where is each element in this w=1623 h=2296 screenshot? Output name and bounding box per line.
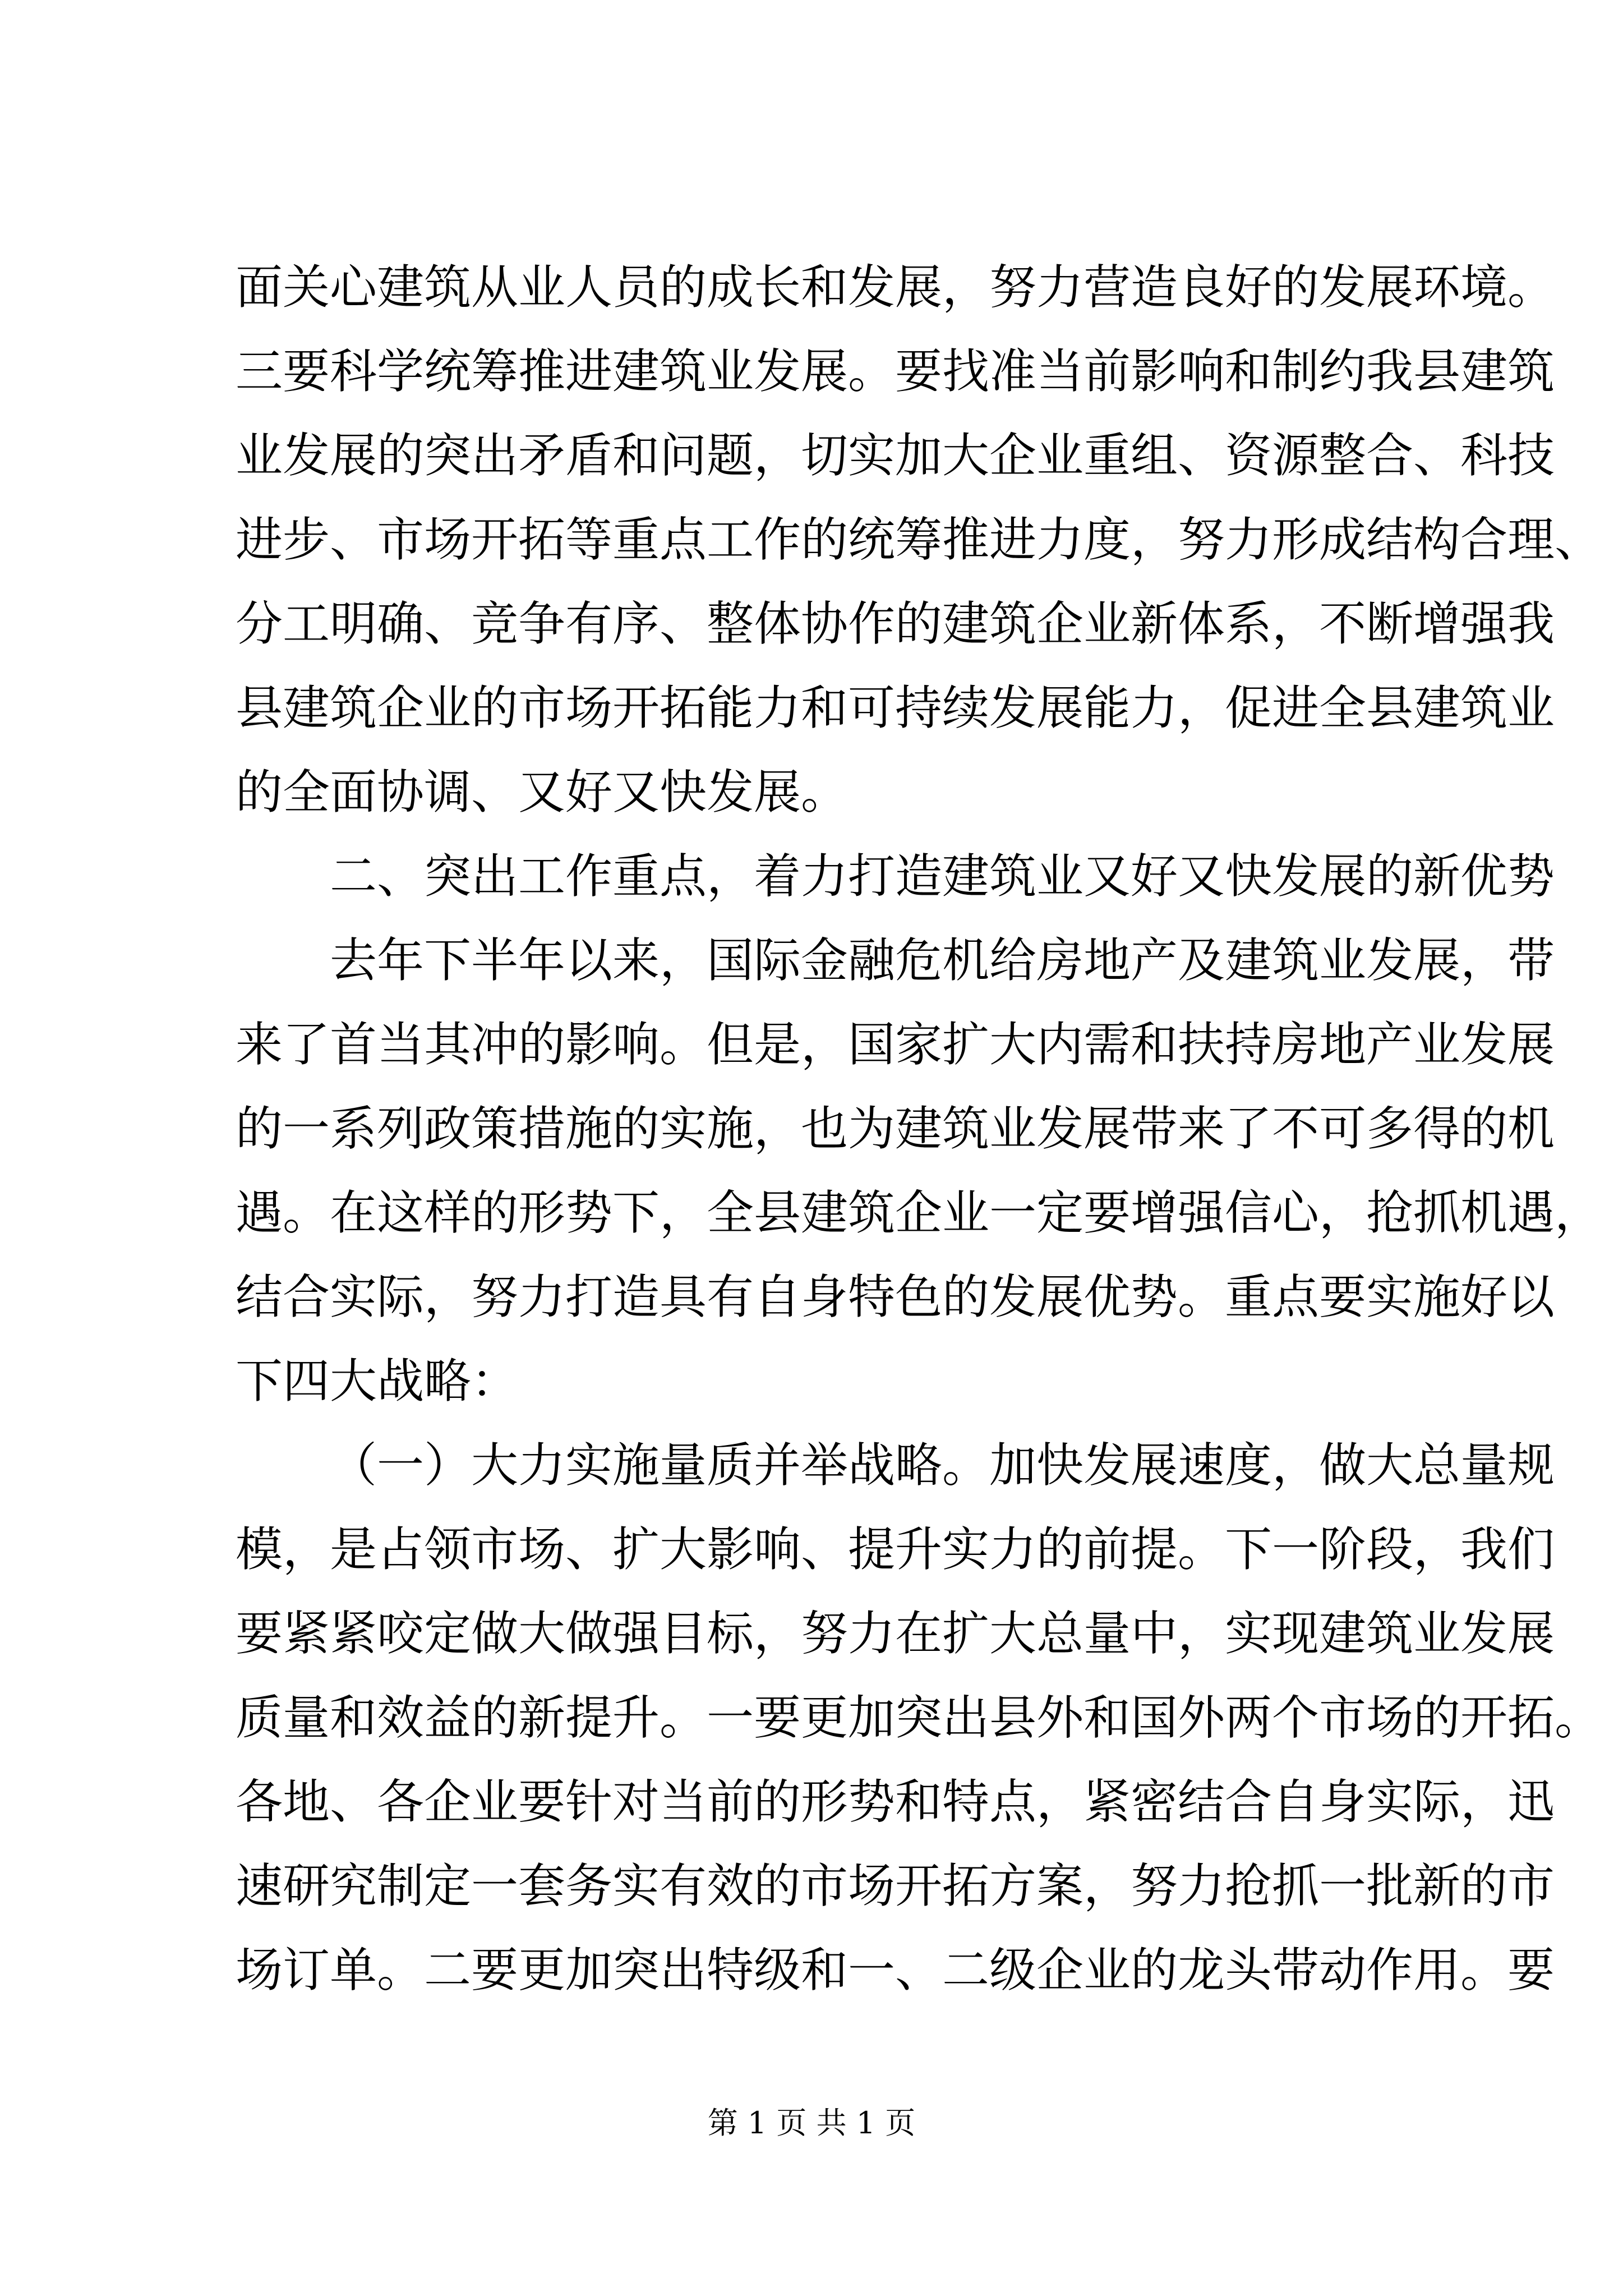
section-heading: 二、突出工作重点，着力打造建筑业又好又快发展的新优势 — [330, 849, 1555, 904]
text-line: 要紧紧咬定做大做强目标，努力在扩大总量中，实现建筑业发展 — [236, 1606, 1555, 1661]
text-line: 县建筑企业的市场开拓能力和可持续发展能力，促进全县建筑业 — [236, 680, 1555, 735]
text-line: 场订单。二要更加突出特级和一、二级企业的龙头带动作用。要 — [236, 1943, 1555, 1998]
text-line: 速研究制定一套务实有效的市场开拓方案，努力抢抓一批新的市 — [236, 1858, 1555, 1913]
page-footer: 第 1 页 共 1 页 — [707, 2105, 916, 2141]
subsection-heading: （一）大力实施量质并举战略。加快发展速度，做大总量规 — [330, 1438, 1555, 1493]
text-line: 来了首当其冲的影响。但是，国家扩大内需和扶持房地产业发展 — [236, 1017, 1555, 1072]
text-line: 结合实际，努力打造具有自身特色的发展优势。重点要实施好以 — [236, 1269, 1555, 1324]
text-line: 去年下半年以来，国际金融危机给房地产及建筑业发展，带 — [330, 933, 1555, 988]
text-line: 质量和效益的新提升。一要更加突出县外和国外两个市场的开拓。 — [236, 1690, 1602, 1745]
text-line: 进步、市场开拓等重点工作的统筹推进力度，努力形成结构合理、 — [236, 512, 1602, 567]
text-line: 的全面协调、又好又快发展。 — [236, 765, 849, 820]
text-line: 业发展的突出矛盾和问题，切实加大企业重组、资源整合、科技 — [236, 428, 1555, 483]
text-line: 三要科学统筹推进建筑业发展。要找准当前影响和制约我县建筑 — [236, 344, 1555, 399]
text-line: 下四大战略： — [236, 1354, 519, 1409]
text-line: 分工明确、竞争有序、整体协作的建筑企业新体系，不断增强我 — [236, 596, 1555, 651]
text-line: 各地、各企业要针对当前的形势和特点，紧密结合自身实际，迅 — [236, 1774, 1555, 1829]
text-line: 模，是占领市场、扩大影响、提升实力的前提。下一阶段，我们 — [236, 1522, 1555, 1577]
text-line: 遇。在这样的形势下，全县建筑企业一定要增强信心，抢抓机遇， — [236, 1185, 1602, 1240]
text-line: 的一系列政策措施的实施，也为建筑业发展带来了不可多得的机 — [236, 1101, 1555, 1156]
text-line: 面关心建筑从业人员的成长和发展，努力营造良好的发展环境。 — [236, 260, 1555, 315]
